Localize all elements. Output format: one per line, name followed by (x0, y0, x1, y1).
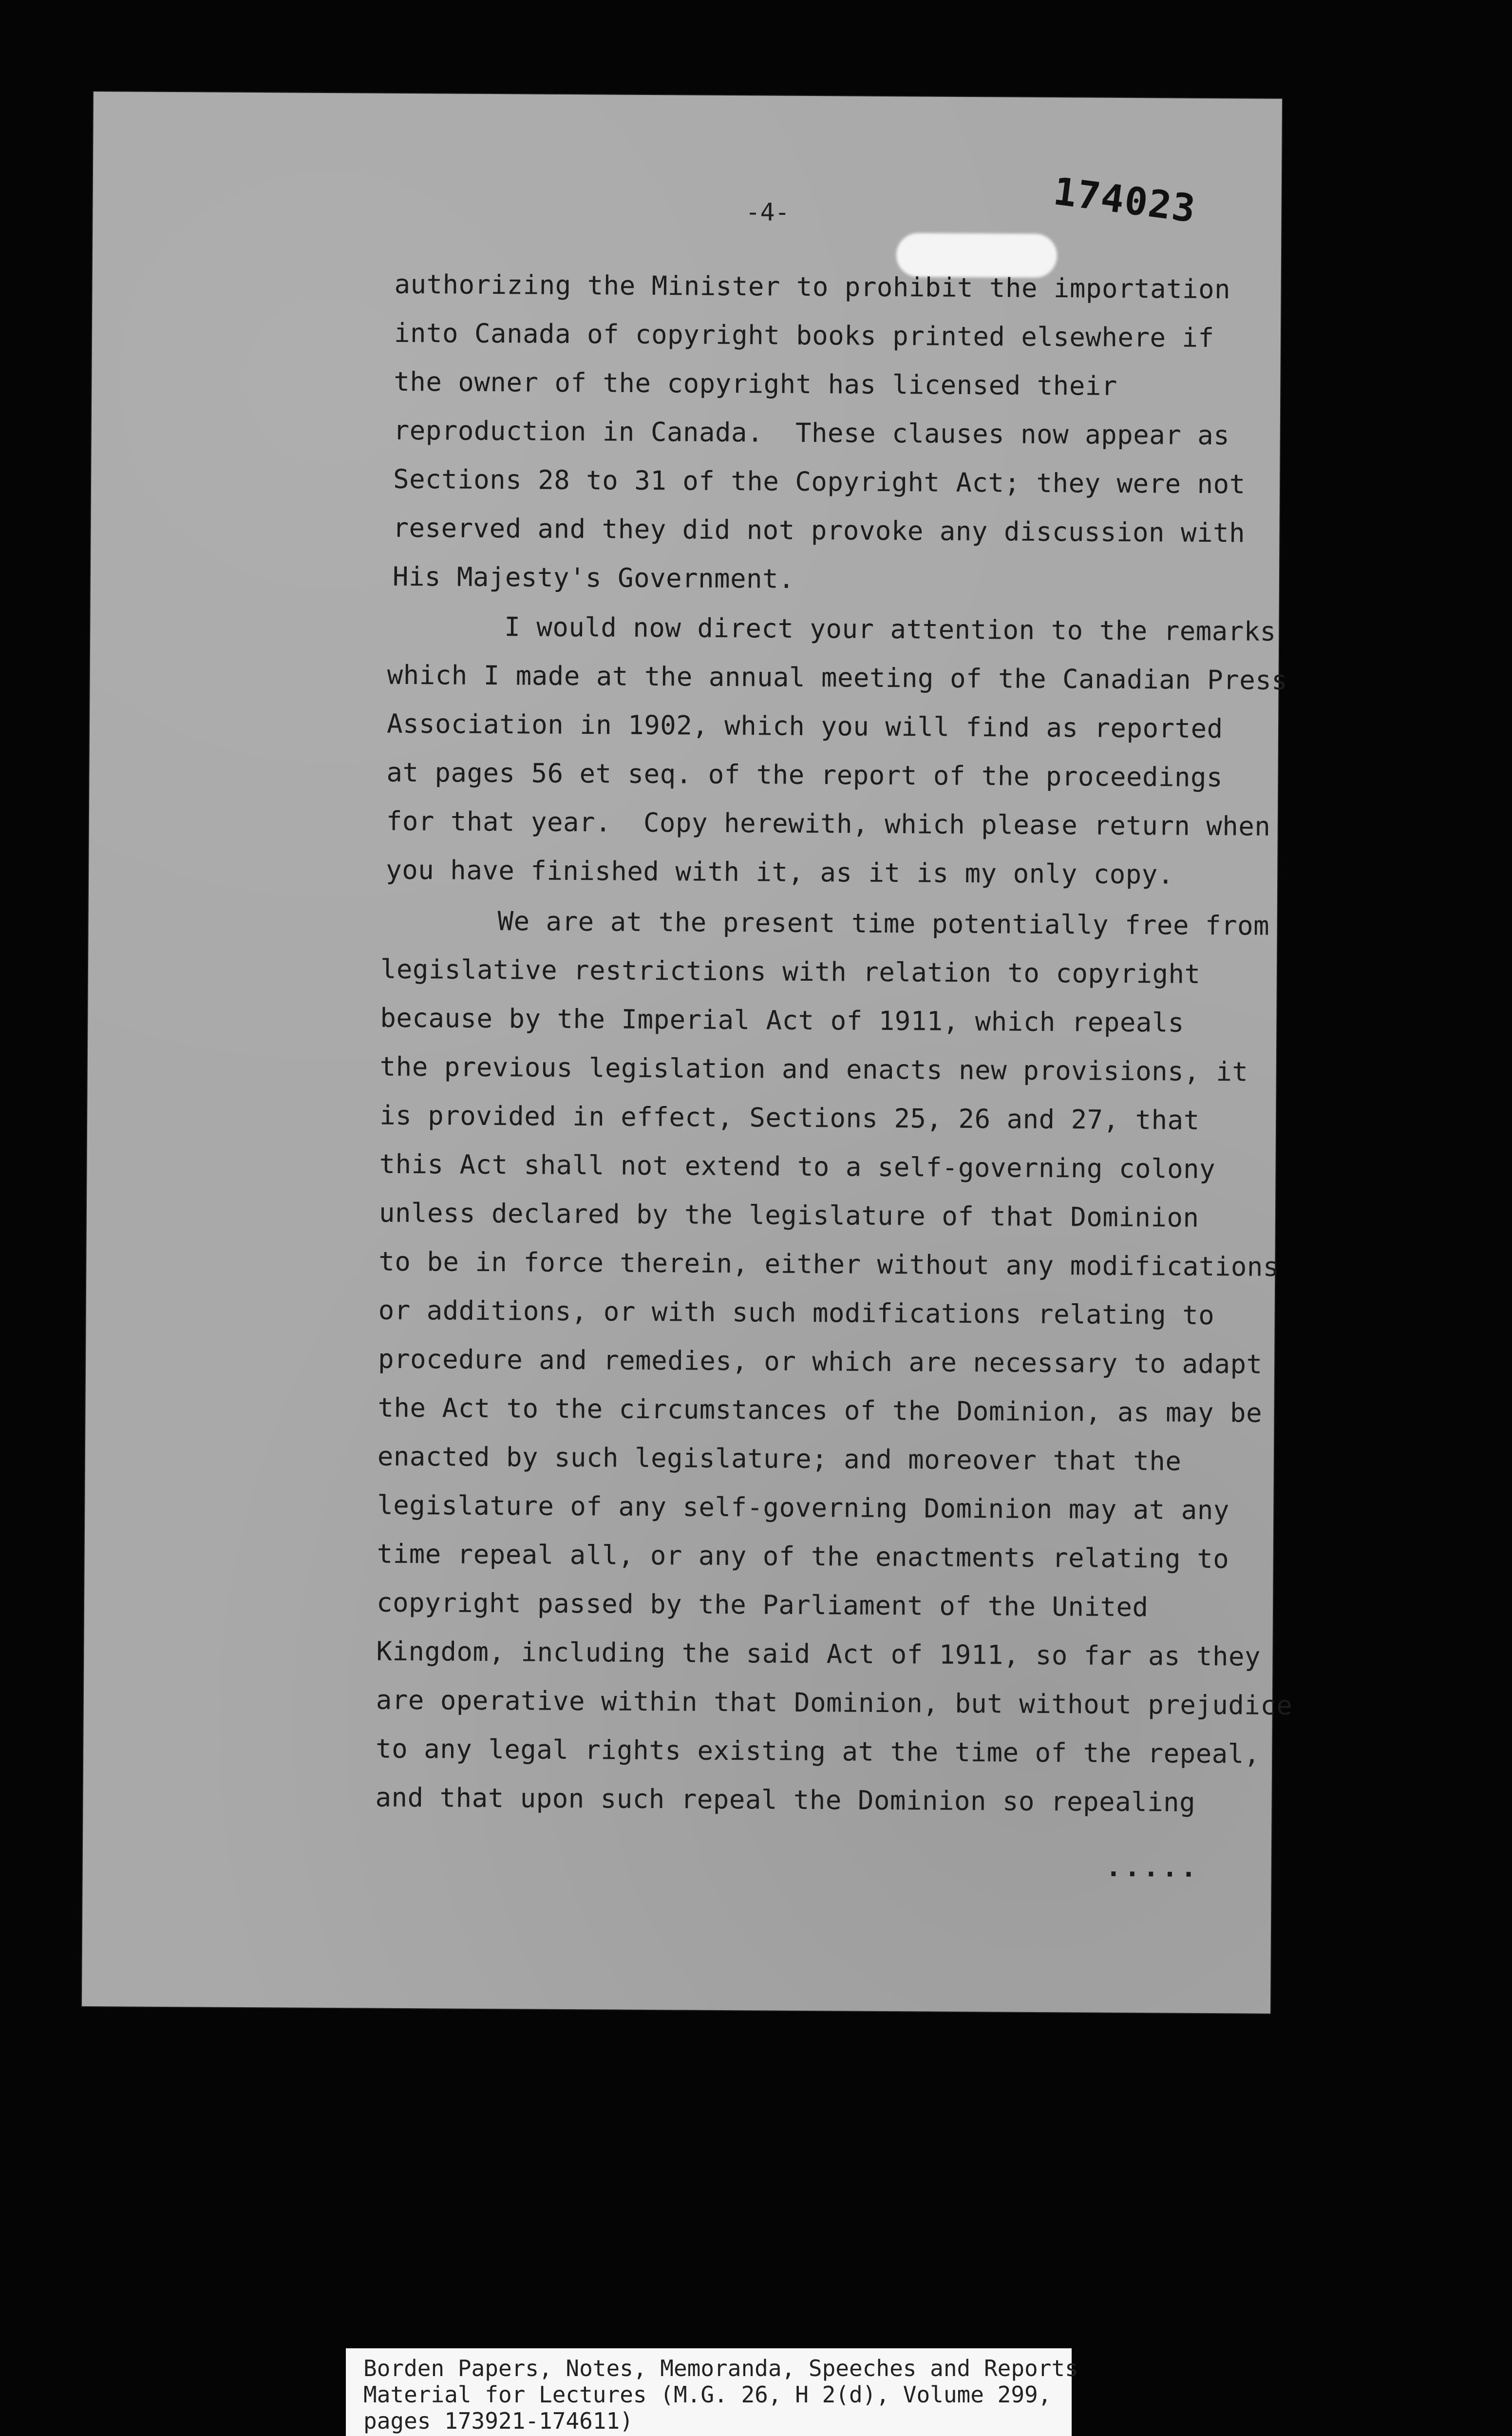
caption-line: Borden Papers, Notes, Memoranda, Speeches and Reports (363, 2355, 1078, 2381)
text-line: into Canada of copyright books printed elsewhere if (394, 317, 1214, 354)
text-line: Kingdom, including the said Act of 1911, so far as they (376, 1636, 1261, 1672)
text-line: are operative within that Dominion, but without prejudice (376, 1684, 1293, 1721)
text-line: Association in 1902, which you will find as reported (386, 708, 1223, 744)
archive-number-stamp: 174023 (1051, 170, 1199, 231)
text-line: procedure and remedies, or which are necessary to adapt (378, 1343, 1263, 1380)
page-number: -4- (745, 198, 790, 227)
text-line: this Act shall not extend to a self-governing colony (379, 1148, 1216, 1185)
text-line: reproduction in Canada. These clauses now appear as (393, 415, 1230, 451)
caption-line: pages 173921-174611) (363, 2408, 633, 2434)
text-line: to any legal rights existing at the time of the repeal, (376, 1733, 1260, 1770)
text-line: time repeal all, or any of the enactments relating to (377, 1538, 1229, 1575)
text-line: to be in force therein, either without any modifications (378, 1246, 1280, 1282)
text-line: the Act to the circumstances of the Dominion, as may be (378, 1392, 1263, 1428)
text-line: you have finished with it, as it is my only copy. (386, 854, 1174, 890)
caption-line: Material for Lectures (M.G. 26, H 2(d), Volume 299, (363, 2381, 1052, 2408)
text-line: reserved and they did not provoke any discussion with (393, 512, 1246, 549)
document-page (82, 92, 1293, 2014)
text-line: Sections 28 to 31 of the Copyright Act; they were not (393, 463, 1246, 500)
text-line: because by the Imperial Act of 1911, which repeals (380, 1002, 1185, 1038)
text-line: or additions, or with such modifications relating to (378, 1294, 1215, 1331)
text-line: which I made at the annual meeting of the Canadian Press (387, 659, 1288, 696)
body-text (82, 92, 1293, 2014)
text-line: is provided in effect, Sections 25, 26 and 27, that (379, 1100, 1200, 1136)
text-line: legislature of any self-governing Dominion may at any (377, 1489, 1230, 1526)
continuation-mark: ..... (1105, 1851, 1200, 1883)
text-line: unless declared by the legislature of that Dominion (378, 1197, 1199, 1233)
text-line: His Majesty's Government. (392, 561, 795, 594)
text-line: I would now direct your attention to the remarks (504, 611, 1276, 647)
text-line: at pages 56 et seq. of the report of the proceedings (386, 757, 1223, 793)
text-line: copyright passed by the Parliament of the United (376, 1587, 1149, 1623)
text-line: enacted by such legislature; and moreover that the (377, 1441, 1182, 1477)
text-line: for that year. Copy herewith, which please return when (386, 805, 1271, 842)
text-line: legislative restrictions with relation to copyright (380, 953, 1201, 990)
text-line: We are at the present time potentially free from (497, 906, 1270, 941)
text-line: the owner of the copyright has licensed their (394, 366, 1118, 401)
text-line: and that upon such repeal the Dominion so repealing (375, 1782, 1196, 1818)
source-caption-label (346, 2348, 1078, 2436)
text-line: the previous legislation and enacts new provisions, it (379, 1051, 1248, 1087)
text-line: authorizing the Minister to prohibit the importation (394, 268, 1231, 305)
